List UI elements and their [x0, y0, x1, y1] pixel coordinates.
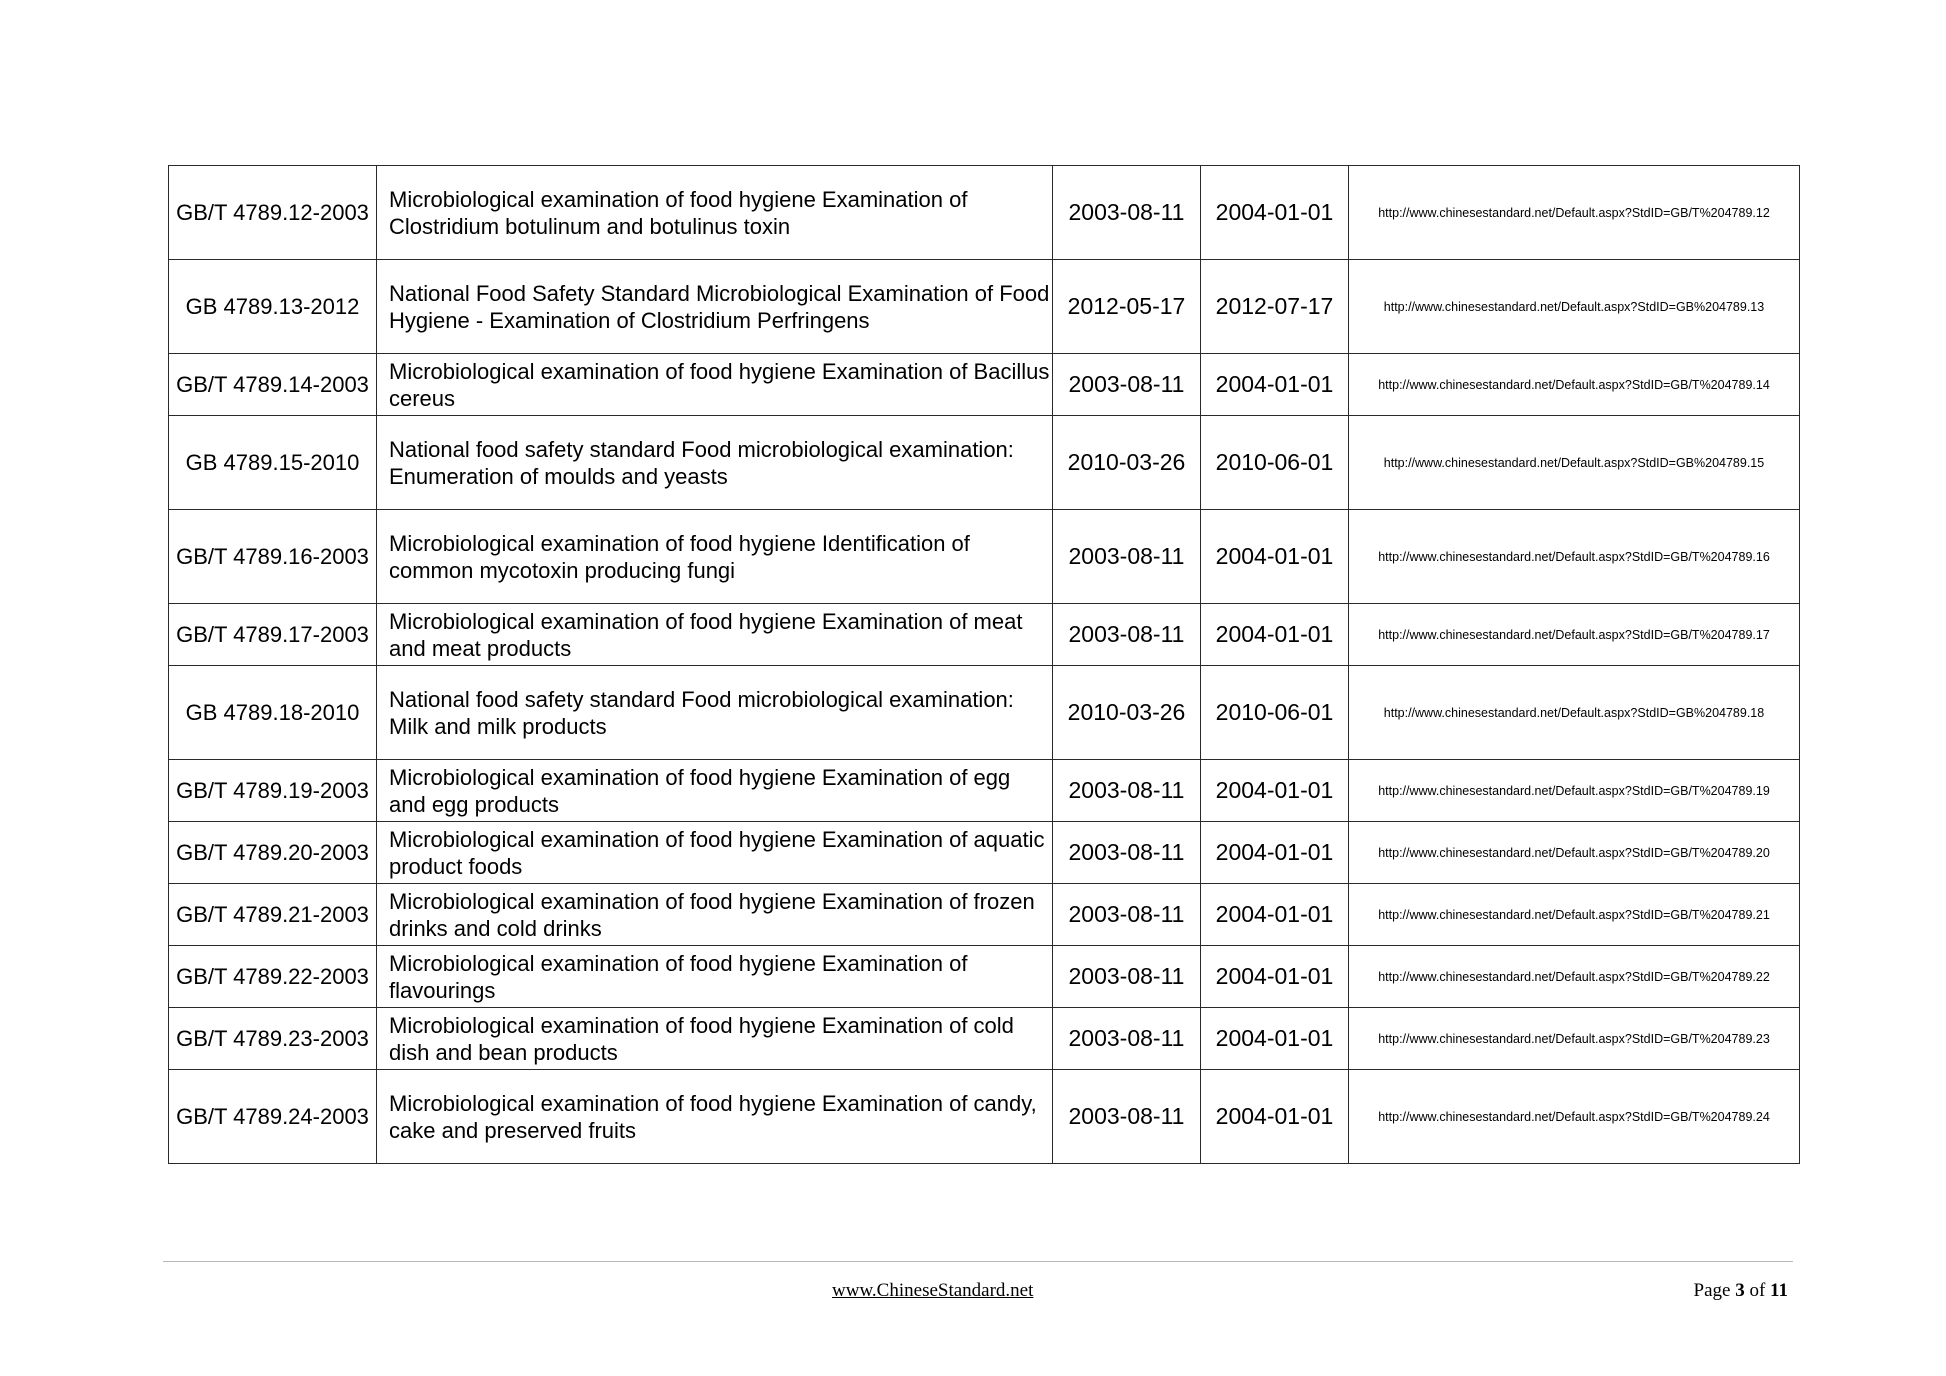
implementation-date-text: 2004-01-01 [1215, 1103, 1334, 1129]
issue-date-text: 2003-08-11 [1068, 963, 1185, 989]
standard-url-text[interactable]: http://www.chinesestandard.net/Default.aspx?StdID=GB/T%204789.23 [1378, 1031, 1770, 1046]
standard-title-cell [377, 510, 1053, 604]
page-of: of [1749, 1280, 1766, 1301]
table-row [169, 510, 1800, 604]
standard-url-text[interactable]: http://www.chinesestandard.net/Default.aspx?StdID=GB/T%204789.14 [1378, 377, 1770, 392]
implementation-date-text: 2004-01-01 [1215, 621, 1334, 647]
page-indicator [1694, 1280, 1788, 1302]
standard-title-cell [377, 354, 1053, 416]
table-row [169, 604, 1800, 666]
issue-date-text: 2010-03-26 [1067, 449, 1186, 475]
standard-code-text: GB/T 4789.20-2003 [176, 840, 369, 865]
standard-title-cell [377, 416, 1053, 510]
standard-code-cell [169, 604, 377, 666]
issue-date-cell [1053, 416, 1201, 510]
standard-title-text: Microbiological examination of food hygiene Identification of common mycotoxin producing fungi [389, 530, 970, 583]
issue-date-text: 2003-08-11 [1068, 543, 1185, 569]
table-row [169, 260, 1800, 354]
standard-url-text[interactable]: http://www.chinesestandard.net/Default.aspx?StdID=GB/T%204789.22 [1378, 969, 1770, 984]
page-current: 3 [1735, 1280, 1745, 1301]
standard-code-cell [169, 666, 377, 760]
standard-code-text: GB/T 4789.19-2003 [176, 778, 369, 803]
standard-title-text: Microbiological examination of food hygiene Examination of candy, cake and preserved fruits [389, 1090, 1037, 1143]
standard-code-text: GB 4789.18-2010 [185, 700, 360, 725]
implementation-date-text: 2004-01-01 [1215, 199, 1334, 225]
standard-url-text[interactable]: http://www.chinesestandard.net/Default.aspx?StdID=GB%204789.15 [1383, 455, 1765, 470]
table-row [169, 166, 1800, 260]
table-row [169, 416, 1800, 510]
standard-url-cell [1349, 666, 1800, 760]
standard-code-text: GB 4789.15-2010 [185, 450, 360, 475]
standards-table-body [169, 166, 1800, 1164]
implementation-date-text: 2004-01-01 [1215, 543, 1334, 569]
implementation-date-cell [1201, 666, 1349, 760]
standard-url-cell [1349, 416, 1800, 510]
standards-table [168, 165, 1800, 1164]
issue-date-cell [1053, 166, 1201, 260]
standard-code-text: GB/T 4789.23-2003 [176, 1026, 369, 1051]
standard-title-cell [377, 1070, 1053, 1164]
standard-title-cell [377, 260, 1053, 354]
standard-url-text[interactable]: http://www.chinesestandard.net/Default.aspx?StdID=GB/T%204789.12 [1378, 205, 1770, 220]
standard-title-cell [377, 760, 1053, 822]
implementation-date-text: 2004-01-01 [1215, 839, 1334, 865]
standard-title-cell [377, 166, 1053, 260]
standard-url-text[interactable]: http://www.chinesestandard.net/Default.aspx?StdID=GB%204789.18 [1383, 705, 1765, 720]
standard-url-text[interactable]: http://www.chinesestandard.net/Default.aspx?StdID=GB/T%204789.20 [1378, 845, 1770, 860]
implementation-date-cell [1201, 946, 1349, 1008]
implementation-date-text: 2004-01-01 [1215, 963, 1334, 989]
standard-url-text[interactable]: http://www.chinesestandard.net/Default.aspx?StdID=GB/T%204789.24 [1378, 1109, 1770, 1124]
standard-url-text[interactable]: http://www.chinesestandard.net/Default.aspx?StdID=GB/T%204789.19 [1378, 783, 1770, 798]
standard-url-text[interactable]: http://www.chinesestandard.net/Default.aspx?StdID=GB/T%204789.17 [1378, 627, 1770, 642]
standard-title-text: National food safety standard Food microbiological examination: Enumeration of moulds and yeasts [389, 436, 1014, 489]
issue-date-cell [1053, 822, 1201, 884]
standard-title-cell [377, 884, 1053, 946]
standard-url-cell [1349, 760, 1800, 822]
standard-title-cell [377, 604, 1053, 666]
standard-code-cell [169, 822, 377, 884]
issue-date-cell [1053, 884, 1201, 946]
table-row [169, 760, 1800, 822]
standard-url-cell [1349, 822, 1800, 884]
issue-date-cell [1053, 354, 1201, 416]
standard-code-cell [169, 416, 377, 510]
issue-date-text: 2003-08-11 [1068, 777, 1185, 803]
issue-date-text: 2003-08-11 [1068, 199, 1185, 225]
page-total: 11 [1770, 1280, 1788, 1301]
implementation-date-cell [1201, 354, 1349, 416]
standard-code-text: GB/T 4789.22-2003 [176, 964, 369, 989]
table-row [169, 1008, 1800, 1070]
standard-title-text: Microbiological examination of food hygiene Examination of flavourings [389, 950, 968, 1003]
standard-title-text: Microbiological examination of food hygiene Examination of Clostridium botulinum and botulinus toxin [389, 186, 968, 239]
issue-date-text: 2003-08-11 [1068, 839, 1185, 865]
standard-title-cell [377, 822, 1053, 884]
issue-date-cell [1053, 1008, 1201, 1070]
table-row [169, 666, 1800, 760]
issue-date-cell [1053, 666, 1201, 760]
standard-title-cell [377, 946, 1053, 1008]
footer-divider [163, 1261, 1793, 1262]
standard-code-cell [169, 166, 377, 260]
standard-url-text[interactable]: http://www.chinesestandard.net/Default.aspx?StdID=GB%204789.13 [1383, 299, 1765, 314]
issue-date-cell [1053, 510, 1201, 604]
implementation-date-cell [1201, 604, 1349, 666]
standard-code-text: GB 4789.13-2012 [185, 294, 360, 319]
standard-code-text: GB/T 4789.17-2003 [176, 622, 369, 647]
standard-code-text: GB/T 4789.24-2003 [176, 1104, 369, 1129]
standard-url-text[interactable]: http://www.chinesestandard.net/Default.aspx?StdID=GB/T%204789.16 [1378, 549, 1770, 564]
implementation-date-text: 2004-01-01 [1215, 1025, 1334, 1051]
issue-date-text: 2003-08-11 [1068, 1103, 1185, 1129]
standard-url-cell [1349, 1070, 1800, 1164]
standard-url-cell [1349, 1008, 1800, 1070]
issue-date-cell [1053, 1070, 1201, 1164]
implementation-date-cell [1201, 510, 1349, 604]
implementation-date-cell [1201, 884, 1349, 946]
issue-date-cell [1053, 946, 1201, 1008]
implementation-date-cell [1201, 1070, 1349, 1164]
standard-code-cell [169, 354, 377, 416]
issue-date-text: 2003-08-11 [1068, 901, 1185, 927]
issue-date-text: 2010-03-26 [1067, 699, 1186, 725]
implementation-date-cell [1201, 760, 1349, 822]
implementation-date-text: 2010-06-01 [1215, 449, 1334, 475]
page-word: Page [1693, 1280, 1731, 1301]
standard-code-cell [169, 1070, 377, 1164]
standard-code-cell [169, 946, 377, 1008]
table-row [169, 946, 1800, 1008]
standard-url-cell [1349, 946, 1800, 1008]
implementation-date-cell [1201, 166, 1349, 260]
standard-code-cell [169, 760, 377, 822]
implementation-date-text: 2004-01-01 [1215, 777, 1334, 803]
issue-date-cell [1053, 604, 1201, 666]
issue-date-text: 2003-08-11 [1068, 371, 1185, 397]
issue-date-cell [1053, 260, 1201, 354]
implementation-date-text: 2004-01-01 [1215, 901, 1334, 927]
standard-url-cell [1349, 166, 1800, 260]
implementation-date-cell [1201, 260, 1349, 354]
standard-url-text[interactable]: http://www.chinesestandard.net/Default.aspx?StdID=GB/T%204789.21 [1378, 907, 1770, 922]
standard-code-text: GB/T 4789.12-2003 [176, 200, 369, 225]
standard-title-text: Microbiological examination of food hygiene Examination of cold dish and bean products [389, 1012, 1014, 1065]
standard-title-cell [377, 1008, 1053, 1070]
standard-url-cell [1349, 260, 1800, 354]
standard-title-text: Microbiological examination of food hygiene Examination of Bacillus cereus [389, 358, 1050, 411]
implementation-date-text: 2004-01-01 [1215, 371, 1334, 397]
implementation-date-cell [1201, 416, 1349, 510]
issue-date-text: 2003-08-11 [1068, 621, 1185, 647]
table-row [169, 354, 1800, 416]
standard-title-text: Microbiological examination of food hygiene Examination of egg and egg products [389, 764, 1011, 817]
footer-site-link[interactable]: www.ChineseStandard.net [832, 1280, 1034, 1301]
standard-url-cell [1349, 354, 1800, 416]
standard-code-cell [169, 1008, 377, 1070]
implementation-date-cell [1201, 822, 1349, 884]
implementation-date-text: 2012-07-17 [1215, 293, 1334, 319]
standard-code-cell [169, 510, 377, 604]
implementation-date-text: 2010-06-01 [1215, 699, 1334, 725]
table-row [169, 884, 1800, 946]
standard-title-text: Microbiological examination of food hygiene Examination of aquatic product foods [389, 826, 1045, 879]
standard-code-text: GB/T 4789.21-2003 [176, 902, 369, 927]
issue-date-text: 2012-05-17 [1067, 293, 1186, 319]
table-row [169, 822, 1800, 884]
standard-url-cell [1349, 604, 1800, 666]
issue-date-text: 2003-08-11 [1068, 1025, 1185, 1051]
standard-code-text: GB/T 4789.16-2003 [176, 544, 369, 569]
standard-title-text: Microbiological examination of food hygiene Examination of meat and meat products [389, 608, 1023, 661]
standard-title-text: National Food Safety Standard Microbiological Examination of Food Hygiene - Examination of Clostridium Perfringens [389, 280, 1050, 333]
standard-title-cell [377, 666, 1053, 760]
table-row [169, 1070, 1800, 1164]
standard-code-cell [169, 260, 377, 354]
standard-code-cell [169, 884, 377, 946]
standard-url-cell [1349, 884, 1800, 946]
standard-title-text: National food safety standard Food microbiological examination: Milk and milk products [389, 686, 1014, 739]
standard-code-text: GB/T 4789.14-2003 [176, 372, 369, 397]
standard-title-text: Microbiological examination of food hygiene Examination of frozen drinks and cold drinks [389, 888, 1035, 941]
standard-url-cell [1349, 510, 1800, 604]
issue-date-cell [1053, 760, 1201, 822]
implementation-date-cell [1201, 1008, 1349, 1070]
